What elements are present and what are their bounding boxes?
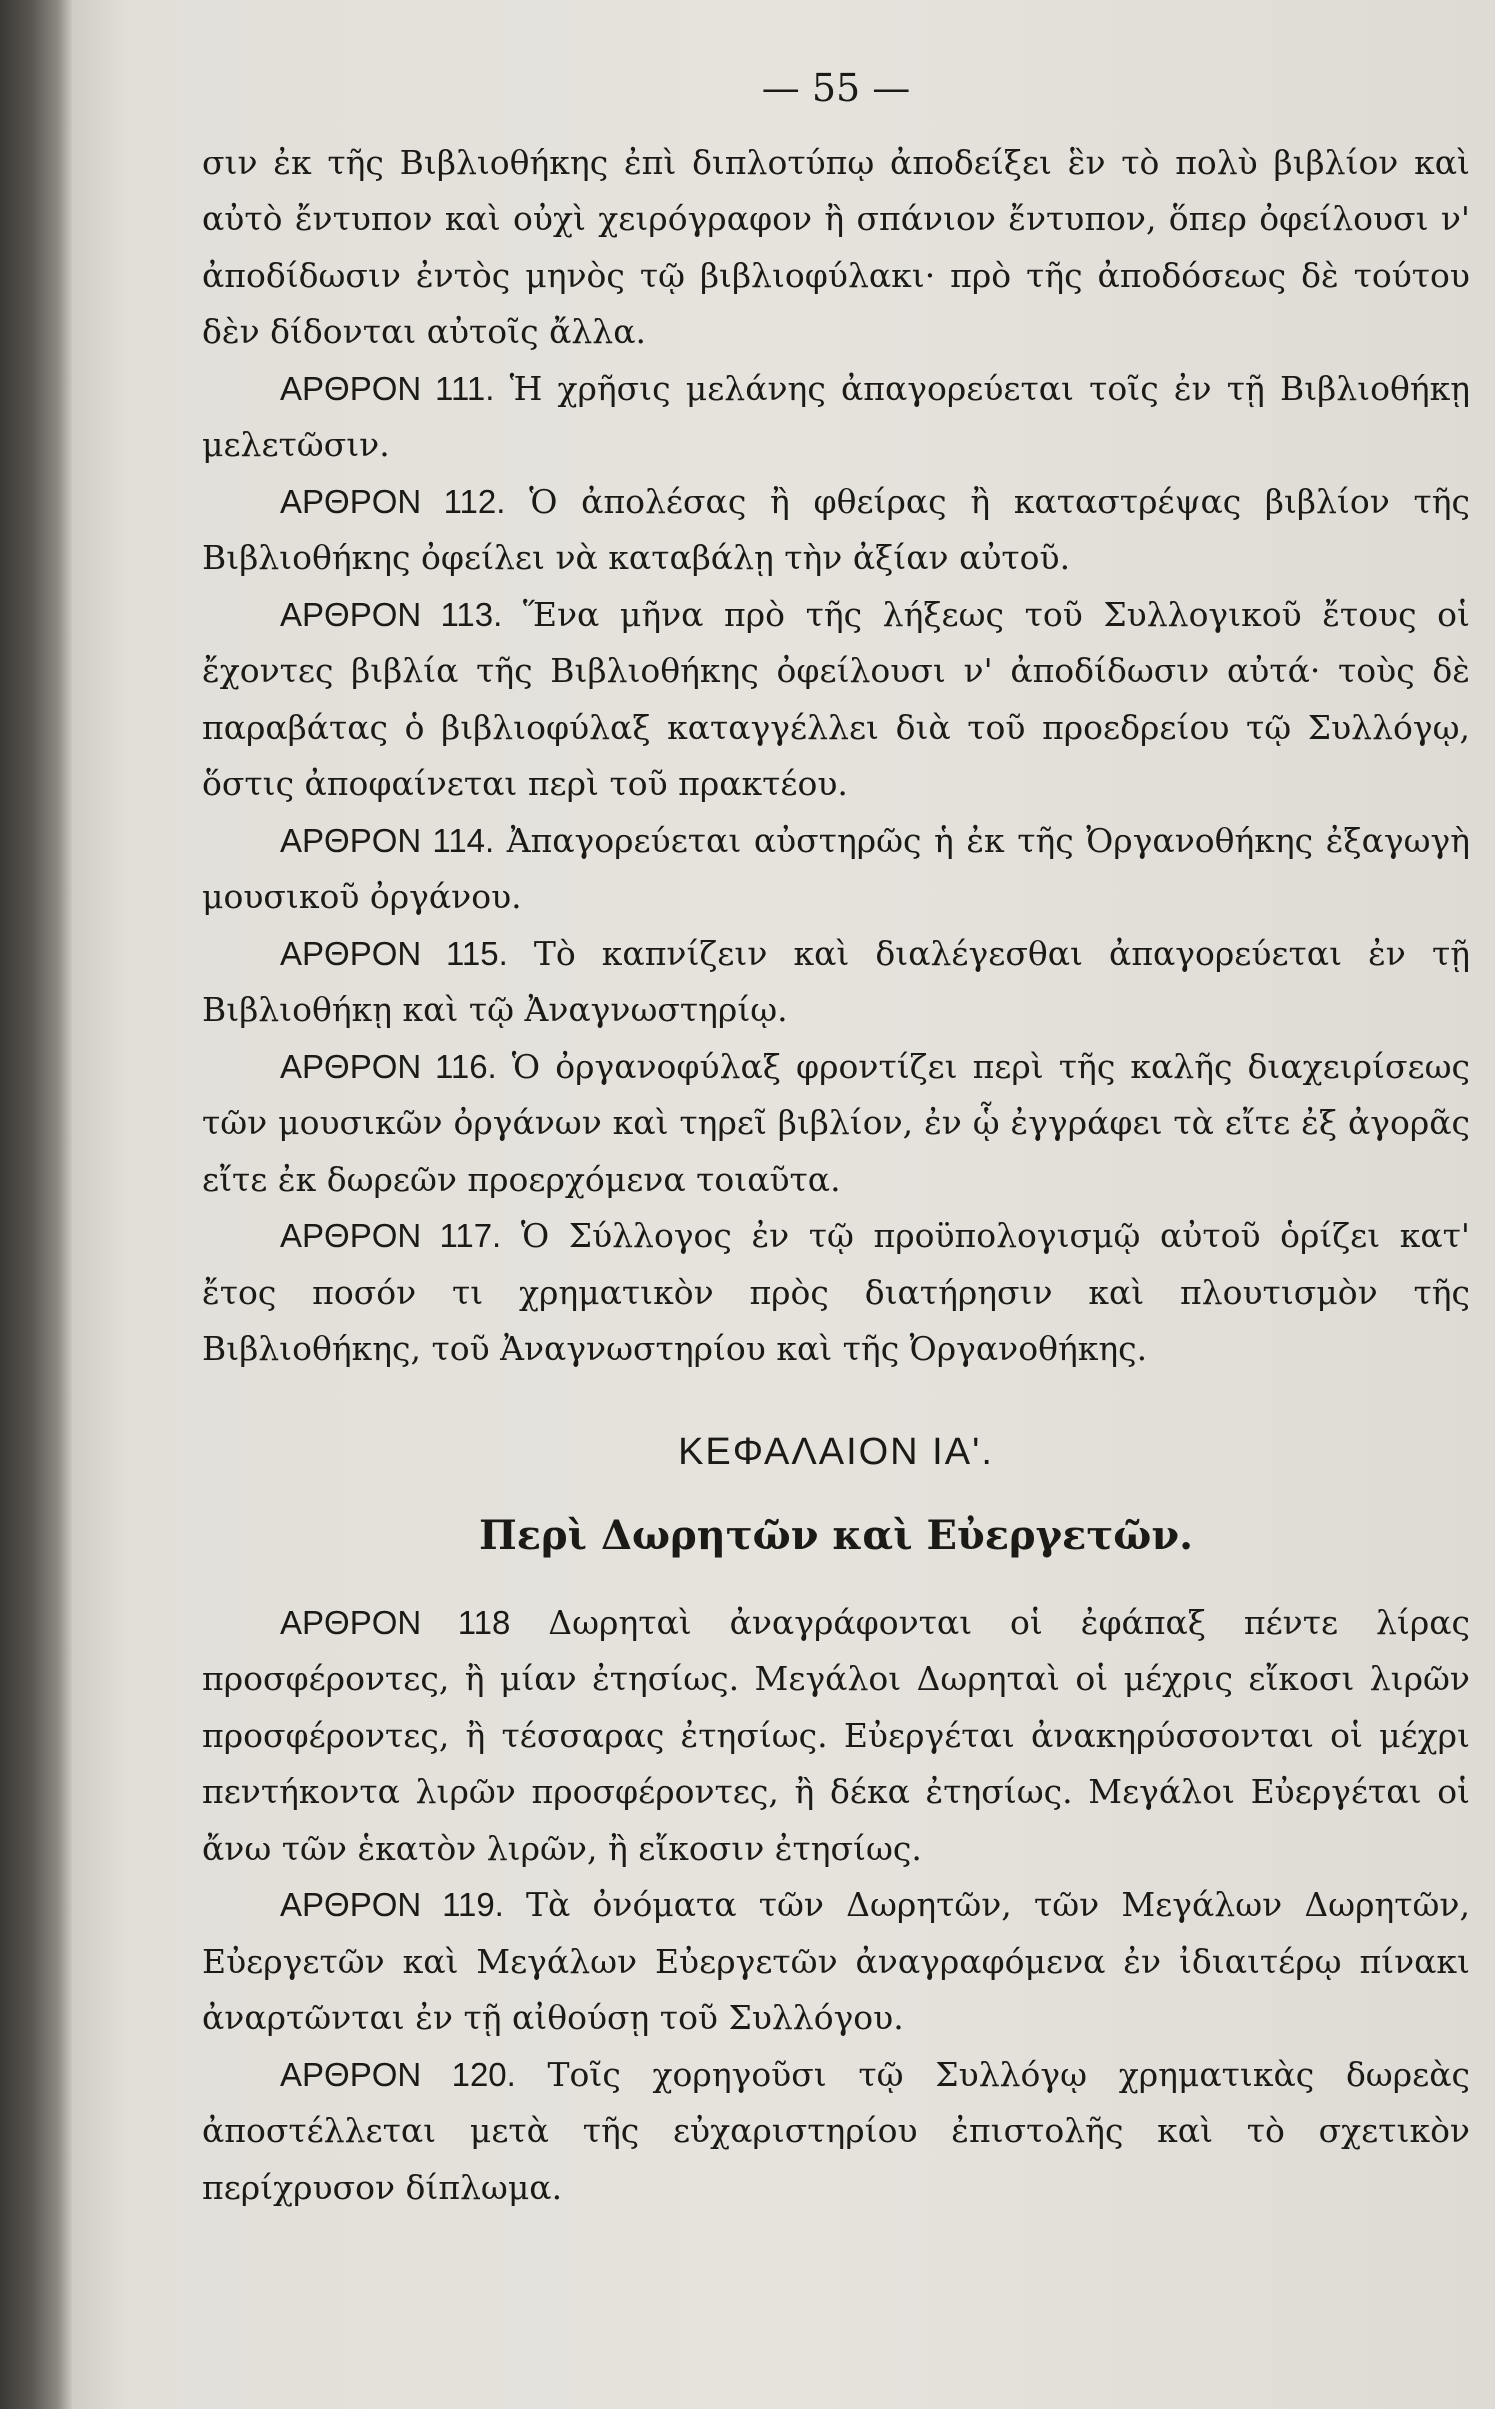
article-120 [202,2047,1470,2217]
article-text: Δωρηταὶ ἀναγράφονται οἱ ἐφάπαξ πέντε λίρας προσφέροντες, ἢ μίαν ἐτησίως. Μεγάλοι Δωρηταὶ οἱ μέχρις εἴκοσι λιρῶν προσφέροντες, ἢ τέσσαρας ἐτησίως. Εὐεργέται ἀνακηρύσσονται οἱ μέχρι πεντήκοντα λιρῶν προσφέροντες, ἢ δέκα ἐτησίως. Μεγάλοι Εὐεργέται οἱ ἄνω τῶν ἑκατὸν λιρῶν, ἢ εἴκοσιν ἐτησίως. [202,1602,1470,1868]
article-111 [202,361,1470,474]
article-number: ΑΡΘΡΟΝ 113. [280,595,503,633]
article-114 [202,813,1470,926]
article-number: ΑΡΘΡΟΝ 116. [280,1047,497,1085]
article-text: Ὁ ὀργανοφύλαξ φροντίζει περὶ τῆς καλῆς διαχειρίσεως τῶν μουσικῶν ὀργάνων καὶ τηρεῖ βιβλίον, ἐν ᾧ ἐγγράφει τὰ εἴτε ἐξ ἀγορᾶς εἴτε ἐκ δωρεῶν προερχόμενα τοιαῦτα. [202,1046,1470,1199]
article-text: Ἕνα μῆνα πρὸ τῆς λήξεως τοῦ Συλλογικοῦ ἔτους οἱ ἔχοντες βιβλία τῆς Βιβλιοθήκης ὀφείλουσι ν' ἀποδίδωσιν αὐτά· τοὺς δὲ παραβάτας ὁ βιβλιοφύλαξ καταγγέλλει διὰ τοῦ προεδρείου τῷ Συλλόγῳ, ὅστις ἀποφαίνεται περὶ τοῦ πρακτέου. [202,594,1470,803]
article-118 [202,1595,1470,1878]
article-117 [202,1208,1470,1378]
article-number: ΑΡΘΡΟΝ 119. [280,1886,504,1923]
page-number: — 55 — [761,66,911,110]
article-119 [202,1877,1470,2047]
paragraph-continuation [202,135,1470,361]
article-text: Τὰ ὀνόματα τῶν Δωρητῶν, τῶν Μεγάλων Δωρητῶν, Εὐεργετῶν καὶ Μεγάλων Εὐεργετῶν ἀναγραφόμενα ἐν ἰδιαιτέρῳ πίνακι ἀναρτῶνται ἐν τῇ αἰθούσῃ τοῦ Συλλόγου. [202,1885,1470,2037]
article-number: ΑΡΘΡΟΝ 111. [280,369,495,407]
article-number: ΑΡΘΡΟΝ 115. [280,934,508,972]
article-text: Τοῖς χορηγοῦσι τῷ Συλλόγῳ χρηματικὰς δωρεὰς ἀποστέλλεται μετὰ τῆς εὐχαριστηρίου ἐπιστολῆς καὶ τὸ σχετικὸν περίχρυσον δίπλωμα. [202,2054,1470,2207]
article-number: ΑΡΘΡΟΝ 120. [280,2055,516,2093]
article-number: ΑΡΘΡΟΝ 112. [280,482,506,520]
book-page [72,0,1495,2409]
article-text: Ὁ ἀπολέσας ἢ φθείρας ἢ καταστρέψας βιβλίον τῆς Βιβλιοθήκης ὀφείλει νὰ καταβάλῃ τὴν ἀξίαν αὐτοῦ. [202,481,1471,577]
article-text: Ὁ Σύλλογος ἐν τῷ προϋπολογισμῷ αὐτοῦ ὁρίζει κατ' ἔτος ποσόν τι χρηματικὸν πρὸς διατήρησιν καὶ πλουτισμὸν τῆς Βιβλιοθήκης, τοῦ Ἀναγνωστηρίου καὶ τῆς Ὀργανοθήκης. [202,1216,1471,1368]
article-116 [202,1039,1470,1209]
paragraph-text: σιν ἐκ τῆς Βιβλιοθήκης ἐπὶ διπλοτύπῳ ἀποδείξει ἓν τὸ πολὺ βιβλίον καὶ αὐτὸ ἔντυπον καὶ οὐχὶ χειρόγραφον ἢ σπάνιον ἔντυπον, ὅπερ ὀφείλουσι ν' ἀποδίδωσιν ἐντὸς μηνὸς τῷ βιβλιοφύλακι· πρὸ τῆς ἀποδόσεως δὲ τούτου δὲν δίδονται αὐτοῖς ἄλλα. [202,142,1470,351]
article-112 [202,474,1470,587]
article-115 [202,926,1470,1039]
article-number: ΑΡΘΡΟΝ 114. [280,821,495,859]
article-text: Ἀπαγορεύεται αὐστηρῶς ἡ ἐκ τῆς Ὀργανοθήκης ἐξαγωγὴ μουσικοῦ ὀργάνου. [202,820,1470,916]
article-number: ΑΡΘΡΟΝ 117. [280,1217,502,1254]
article-text: Ἡ χρῆσις μελάνης ἀπαγορεύεται τοῖς ἐν τῇ Βιβλιοθήκῃ μελετῶσιν. [202,368,1470,464]
chapter-subtitle: Περὶ Δωρητῶν καὶ Εὐεργετῶν. [478,1512,1194,1559]
article-number: ΑΡΘΡΟΝ 118 [280,1603,511,1641]
article-text: Τὸ καπνίζειν καὶ διαλέγεσθαι ἀπαγορεύεται ἐν τῇ Βιβλιοθήκῃ καὶ τῷ Ἀναγνωστηρίῳ. [202,933,1470,1029]
article-113 [202,587,1470,813]
chapter-heading: ΚΕΦΑΛΑΙΟΝ ΙΑ'. [678,1430,994,1473]
page-text [202,60,1470,2216]
book-spine-shadow [0,0,72,2409]
